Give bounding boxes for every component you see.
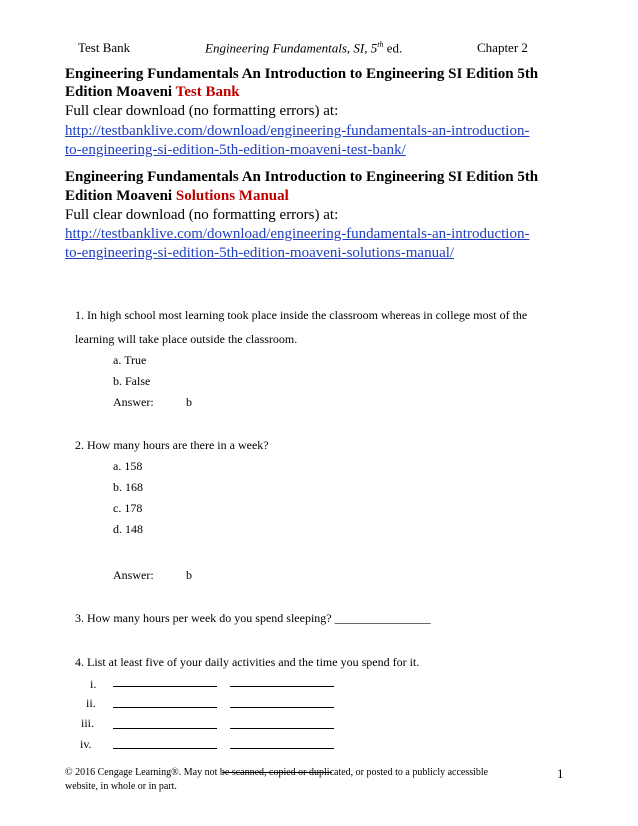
q2-option-c: c. 178 — [113, 501, 143, 515]
promo1-title-line2 — [65, 84, 240, 101]
header-left: Test Bank — [78, 40, 131, 55]
promo1-link-line1[interactable]: http://testbanklive.com/download/engineering-fundamentals-an-introduction- — [65, 123, 530, 139]
footer-line2: website, in whole or in part. — [65, 781, 177, 792]
promo1-title-red: Test Bank — [175, 84, 240, 100]
q4-item-iii-activity-blank[interactable] — [113, 728, 217, 729]
q2-option-a: a. 158 — [113, 459, 143, 473]
promo2-title-line2 — [65, 188, 289, 205]
q2-option-d: d. 148 — [113, 522, 143, 536]
q4-text: 4. List at least five of your daily activities and the time you spend for it. — [75, 655, 420, 669]
promo2-link-line2[interactable]: to-engineering-si-edition-5th-edition-moaveni-solutions-manual/ — [65, 245, 455, 261]
promo1-title-line1: Engineering Fundamentals An Introduction to Engineering SI Edition 5th — [65, 66, 539, 82]
promo2-link-line1[interactable]: http://testbanklive.com/download/engineering-fundamentals-an-introduction- — [65, 226, 530, 242]
promo1-subtitle: Full clear download (no formatting errors) at: — [65, 103, 339, 119]
q4-item-ii-activity-blank[interactable] — [113, 707, 217, 708]
q4-item-iii-time-blank[interactable] — [230, 728, 334, 729]
promo2-title-line1: Engineering Fundamentals An Introduction to Engineering SI Edition 5th — [65, 169, 539, 185]
q1-text-line2: learning will take place outside the classroom. — [75, 332, 298, 346]
promo1-title-text: Edition Moaveni — [65, 84, 176, 100]
q4-item-iv: iv. — [80, 737, 92, 751]
q1-answer-value: b — [186, 395, 192, 409]
q4-item-iv-activity-blank[interactable] — [113, 748, 217, 749]
page-number: 1 — [557, 766, 564, 781]
promo1-link-line2[interactable]: to-engineering-si-edition-5th-edition-moaveni-test-bank/ — [65, 142, 406, 158]
q2-option-b: b. 168 — [113, 480, 143, 494]
header-center — [205, 40, 402, 56]
q4-item-i-time-blank[interactable] — [230, 686, 334, 687]
q4-item-ii: ii. — [86, 696, 96, 710]
q1-option-a: a. True — [113, 353, 147, 367]
footer-line1: © 2016 Cengage Learning®. May not be scanned, copied or duplicated, or posted to a publicly accessible — [65, 767, 489, 778]
header-right: Chapter 2 — [477, 40, 528, 55]
q4-item-i-activity-blank[interactable] — [113, 686, 217, 687]
q4-item-i: i. — [90, 677, 97, 691]
q3-text: 3. How many hours per week do you spend sleeping? ________________ — [75, 611, 431, 625]
q4-item-iv-time-blank[interactable] — [230, 748, 334, 749]
promo2-title-red: Solutions Manual — [175, 188, 289, 204]
q2-answer-value: b — [186, 568, 192, 582]
q1-answer-label: Answer: — [113, 395, 154, 409]
promo2-subtitle: Full clear download (no formatting errors) at: — [65, 207, 339, 223]
header-center-sup: th — [377, 40, 384, 49]
header-center-text: Engineering Fundamentals, SI, 5 — [205, 40, 378, 56]
q4-item-ii-time-blank[interactable] — [230, 707, 334, 708]
promo2-title-text: Edition Moaveni — [65, 188, 176, 204]
q2-answer-label: Answer: — [113, 568, 154, 582]
header-center-suffix: ed. — [383, 40, 403, 56]
q2-text: 2. How many hours are there in a week? — [75, 438, 269, 452]
q1-text-line1: 1. In high school most learning took place inside the classroom whereas in college most of the — [75, 308, 528, 322]
q4-item-iii: iii. — [81, 716, 95, 730]
q1-option-b: b. False — [113, 374, 151, 388]
